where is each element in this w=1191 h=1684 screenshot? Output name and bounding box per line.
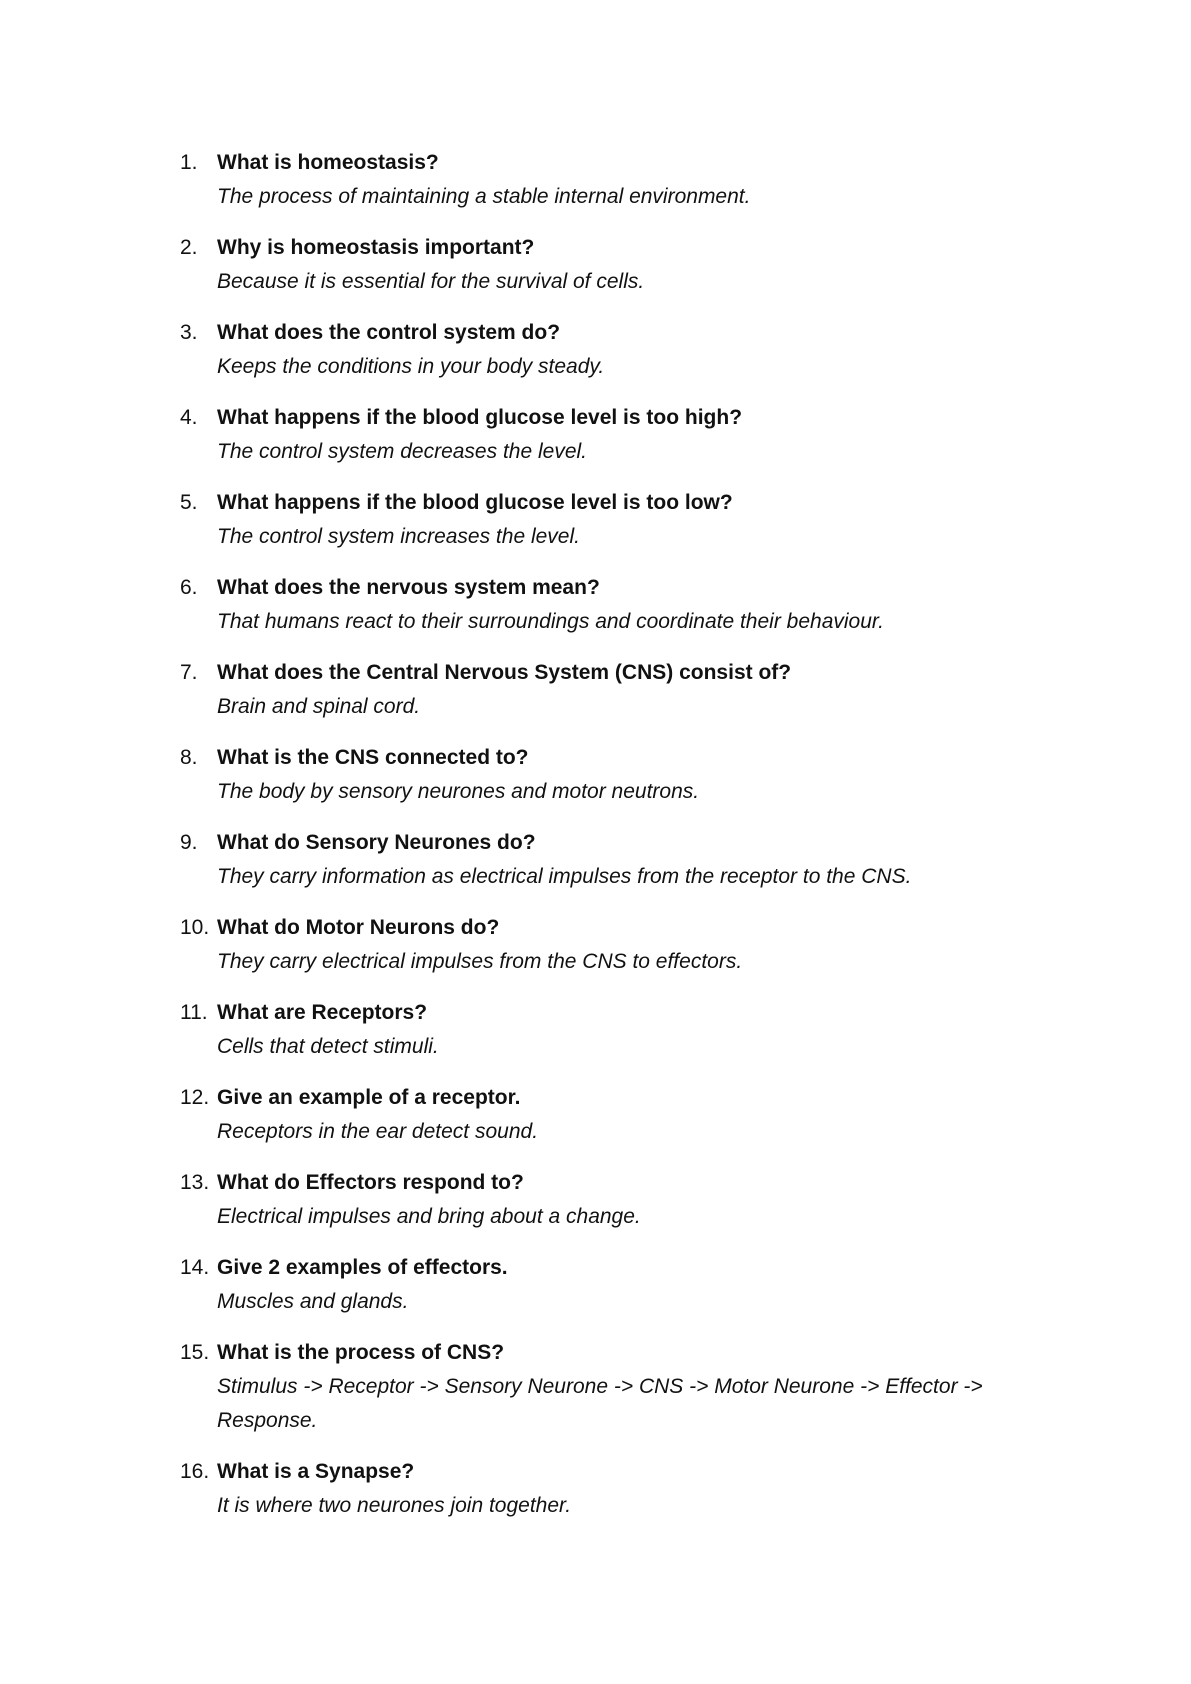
qa-item <box>180 146 1080 214</box>
question-text: What happens if the blood glucose level is too low? <box>217 491 733 514</box>
item-number: 16. <box>180 1460 210 1483</box>
item-number: 5. <box>180 491 198 514</box>
qa-item <box>180 996 1080 1064</box>
question-text: What do Motor Neurons do? <box>217 916 500 939</box>
answer-text: It is where two neurones join together. <box>217 1494 572 1517</box>
item-number: 14. <box>180 1256 210 1279</box>
qa-item <box>180 656 1080 724</box>
question-text: What is homeostasis? <box>217 151 439 174</box>
item-number: 15. <box>180 1341 210 1364</box>
question-text: What is a Synapse? <box>217 1460 415 1483</box>
answer-text: Cells that detect stimuli. <box>217 1035 439 1058</box>
qa-item <box>180 1166 1080 1234</box>
answer-text: The body by sensory neurones and motor neutrons. <box>217 780 700 803</box>
question-text: What does the nervous system mean? <box>217 576 600 599</box>
answer-text: They carry electrical impulses from the CNS to effectors. <box>217 950 743 973</box>
question-text: What happens if the blood glucose level is too high? <box>217 406 743 429</box>
qa-item <box>180 911 1080 979</box>
qa-item <box>180 741 1080 809</box>
question-text: What does the Central Nervous System (CNS) consist of? <box>217 661 792 684</box>
answer-text: That humans react to their surroundings and coordinate their behaviour. <box>217 610 884 633</box>
answer-text: The process of maintaining a stable internal environment. <box>217 185 751 208</box>
answer-text: Receptors in the ear detect sound. <box>217 1120 539 1143</box>
item-number: 1. <box>180 151 198 174</box>
item-number: 3. <box>180 321 198 344</box>
qa-item <box>180 1336 1080 1438</box>
answer-text: Stimulus -> Receptor -> Sensory Neurone -> CNS -> Motor Neurone -> Effector -> Response. <box>217 1375 983 1432</box>
answer-text: They carry information as electrical impulses from the receptor to the CNS. <box>217 865 912 888</box>
answer-text: Muscles and glands. <box>217 1290 409 1313</box>
item-number: 4. <box>180 406 198 429</box>
question-text: What is the CNS connected to? <box>217 746 529 769</box>
item-number: 10. <box>180 916 210 939</box>
question-text: Why is homeostasis important? <box>217 236 535 259</box>
qa-item <box>180 486 1080 554</box>
item-number: 9. <box>180 831 198 854</box>
qa-item <box>180 1455 1080 1523</box>
answer-text: Because it is essential for the survival of cells. <box>217 270 645 293</box>
item-number: 6. <box>180 576 198 599</box>
question-answer-list <box>180 146 1080 1540</box>
item-number: 13. <box>180 1171 210 1194</box>
question-text: What do Sensory Neurones do? <box>217 831 536 854</box>
answer-text: Brain and spinal cord. <box>217 695 421 718</box>
question-text: What does the control system do? <box>217 321 561 344</box>
question-text: Give an example of a receptor. <box>217 1086 521 1109</box>
question-text: What is the process of CNS? <box>217 1341 505 1364</box>
answer-text: The control system increases the level. <box>217 525 580 548</box>
qa-item <box>180 1251 1080 1319</box>
qa-item <box>180 401 1080 469</box>
answer-text: Keeps the conditions in your body steady. <box>217 355 605 378</box>
item-number: 8. <box>180 746 198 769</box>
question-text: Give 2 examples of effectors. <box>217 1256 508 1279</box>
item-number: 12. <box>180 1086 210 1109</box>
question-text: What are Receptors? <box>217 1001 428 1024</box>
item-number: 7. <box>180 661 198 684</box>
qa-item <box>180 231 1080 299</box>
qa-item <box>180 316 1080 384</box>
qa-item <box>180 826 1080 894</box>
qa-item <box>180 571 1080 639</box>
qa-item <box>180 1081 1080 1149</box>
answer-text: The control system decreases the level. <box>217 440 588 463</box>
answer-text: Electrical impulses and bring about a change. <box>217 1205 641 1228</box>
item-number: 2. <box>180 236 198 259</box>
item-number: 11. <box>180 1001 208 1024</box>
question-text: What do Effectors respond to? <box>217 1171 524 1194</box>
